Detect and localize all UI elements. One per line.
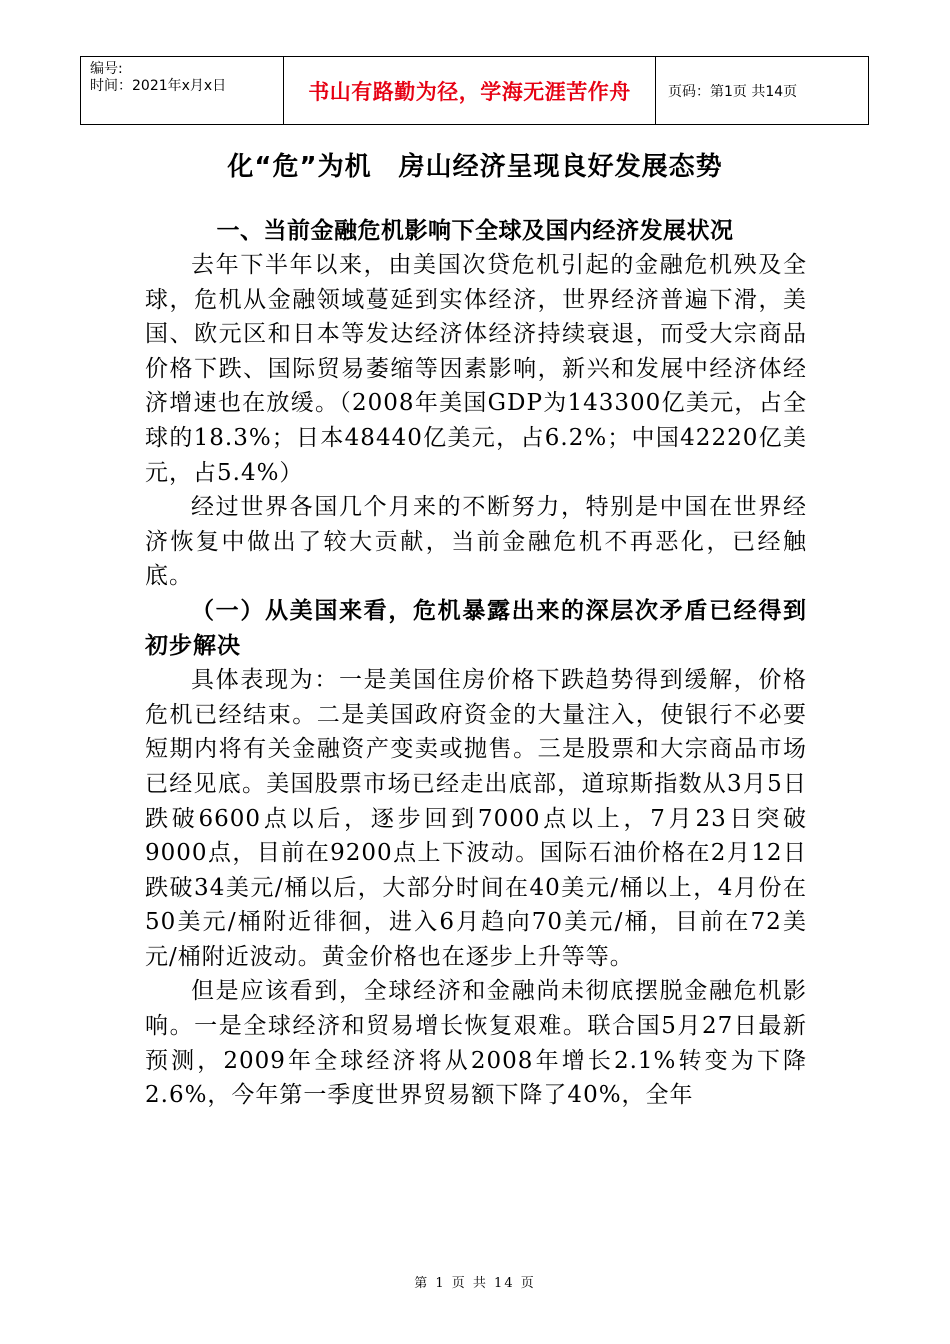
document-title: 化“危”为机 房山经济呈现良好发展态势 [227,152,723,182]
body-paragraph: 但是应该看到，全球经济和金融尚未彻底摆脱金融危机影响。一是全球经济和贸易增长恢复艰难。联合国5月27日最新预测，2009年全球经济将从2008年增长2.1%转变为下降2.6%，今年第一季度世界贸易额下降了40%，全年 [145,978,807,1109]
time-label: 时间：2021年x月x日 [90,78,227,94]
sub-heading: （一）从美国来看，危机暴露出来的深层次矛盾已经得到初步解决 [145,597,807,659]
number-label: 编号: [90,61,123,77]
header-meta-cell [81,57,284,124]
section-heading: 一、当前金融危机影响下全球及国内经济发展状况 [216,218,734,244]
page-footer: 第 1 页 共 14 页 [414,1276,536,1291]
body-paragraph: 具体表现为：一是美国住房价格下跌趋势得到缓解，价格危机已经结束。二是美国政府资金的大量注入，使银行不必要短期内将有关金融资产变卖或抛售。三是股票和大宗商品市场已经见底。美国股票市场已经走出底部，道琼斯指数从3月5日跌破6600点以后，逐步回到7000点以上，7月23日突破9000点，目前在9200点上下波动。国际石油价格在2月12日跌破34美元/桶以后，大部分时间在40美元/桶以上，4月份在50美元/桶附近徘徊，进入6月趋向70美元/桶，目前在72美元/桶附近波动。黄金价格也在逐步上升等等。 [145,667,807,970]
document-body [145,248,807,1113]
header-table [80,56,869,125]
body-paragraph: 去年下半年以来，由美国次贷危机引起的金融危机殃及全球，危机从金融领域蔓延到实体经济，世界经济普遍下滑，美国、欧元区和日本等发达经济体经济持续衰退，而受大宗商品价格下跌、国际贸易萎缩等因素影响，新兴和发展中经济体经济增速也在放缓。（2008年美国GDP为143300亿美元，占全球的18.3%；日本48440亿美元，占6.2%；中国42220亿美元，占5.4%） [145,252,807,486]
header-motto: 书山有路勤为径，学海无涯苦作舟 [284,57,656,124]
body-paragraph: 经过世界各国几个月来的不断努力，特别是中国在世界经济恢复中做出了较大贡献，当前金融危机不再恶化，已经触底。 [145,494,807,590]
header-page-info: 页码：第1页 共14页 [668,83,798,100]
